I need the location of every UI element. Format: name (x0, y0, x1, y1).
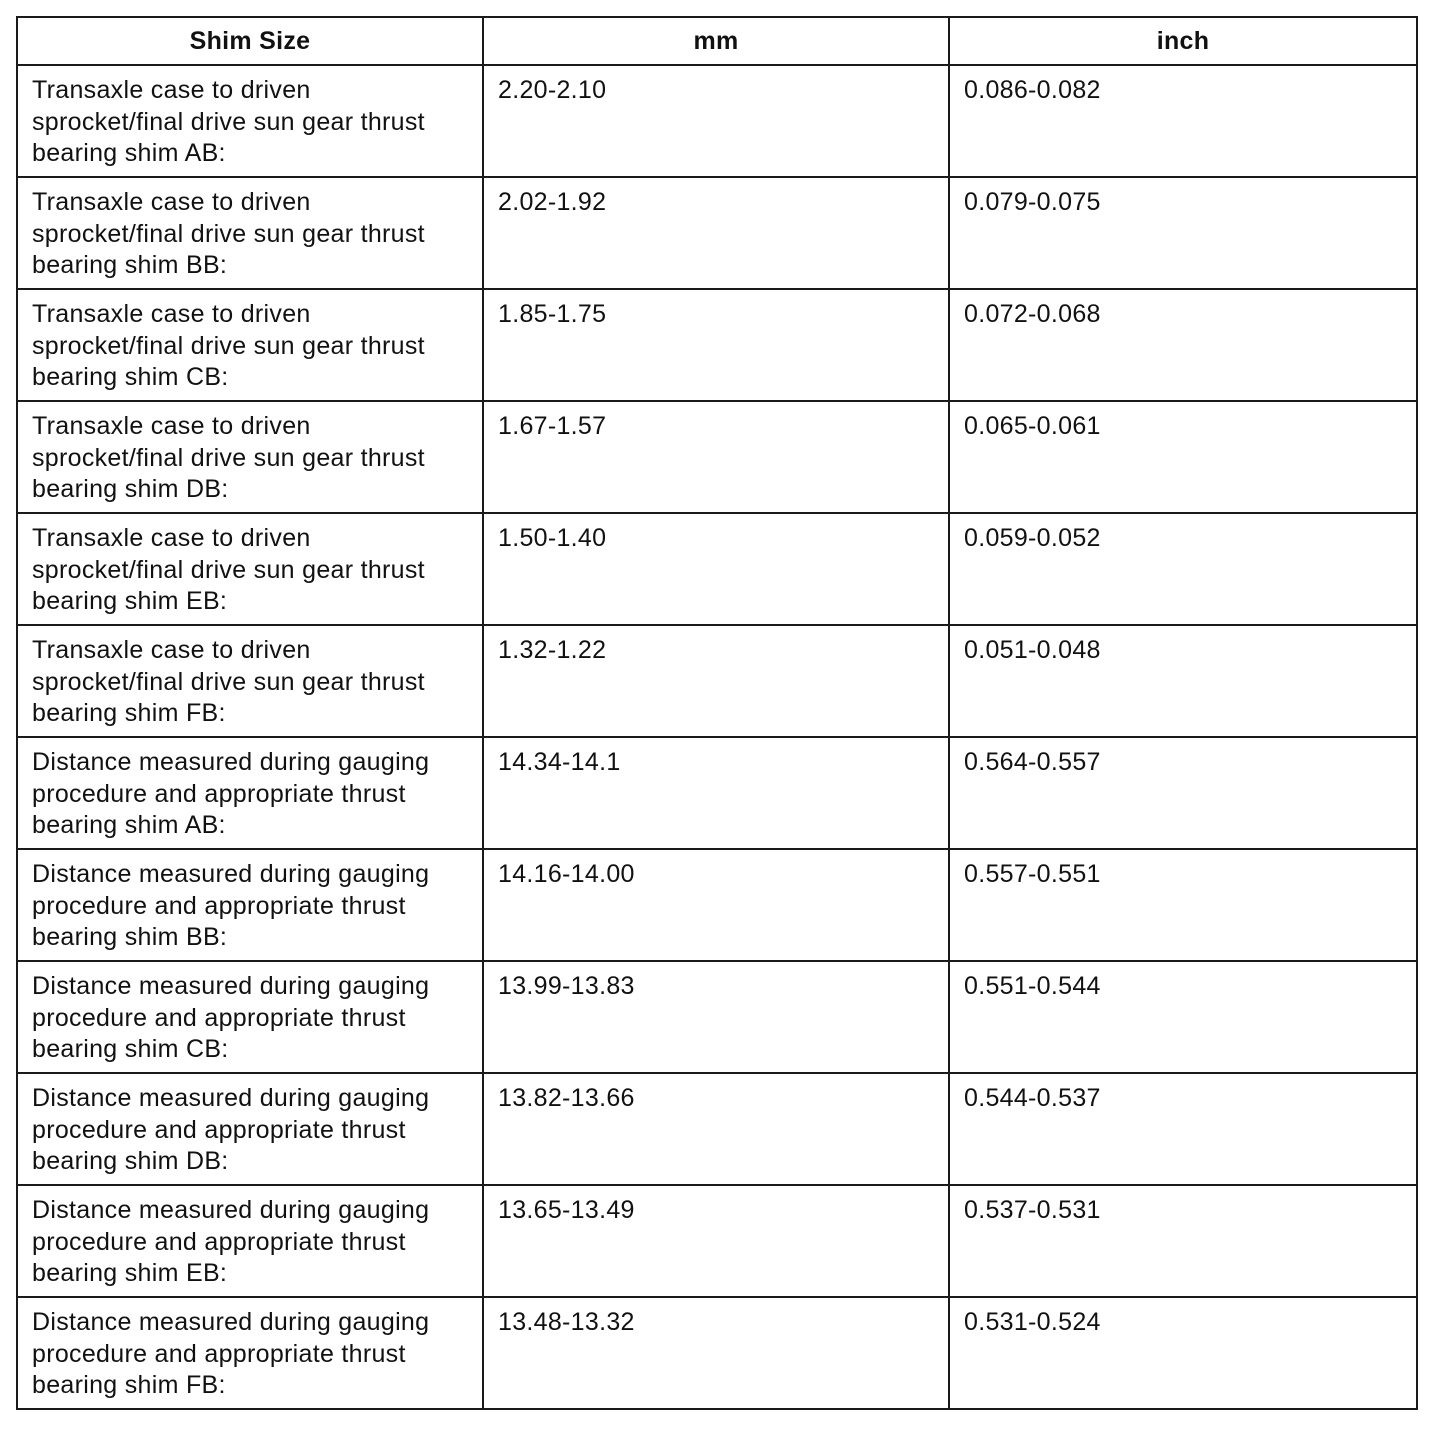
table-row (17, 625, 1417, 737)
table-row (17, 177, 1417, 289)
table-row (17, 513, 1417, 625)
table-row (17, 961, 1417, 1073)
inch-value: 0.551-0.544 (949, 961, 1417, 1073)
mm-value: 2.02-1.92 (483, 177, 949, 289)
inch-value: 0.531-0.524 (949, 1297, 1417, 1409)
shim-description: Distance measured during gauging procedure and appropriate thrust bearing shim CB: (17, 961, 483, 1073)
mm-value: 1.85-1.75 (483, 289, 949, 401)
mm-value: 13.82-13.66 (483, 1073, 949, 1185)
shim-description: Transaxle case to driven sprocket/final drive sun gear thrust bearing shim FB: (17, 625, 483, 737)
header-inch: inch (949, 17, 1417, 65)
inch-value: 0.537-0.531 (949, 1185, 1417, 1297)
inch-value: 0.065-0.061 (949, 401, 1417, 513)
shim-description: Distance measured during gauging procedure and appropriate thrust bearing shim BB: (17, 849, 483, 961)
mm-value: 13.65-13.49 (483, 1185, 949, 1297)
shim-size-table (16, 16, 1418, 1410)
header-mm: mm (483, 17, 949, 65)
mm-value: 13.48-13.32 (483, 1297, 949, 1409)
mm-value: 1.67-1.57 (483, 401, 949, 513)
table-row (17, 1297, 1417, 1409)
shim-description: Transaxle case to driven sprocket/final drive sun gear thrust bearing shim EB: (17, 513, 483, 625)
table-row (17, 737, 1417, 849)
table-row (17, 1073, 1417, 1185)
shim-description: Distance measured during gauging procedure and appropriate thrust bearing shim EB: (17, 1185, 483, 1297)
shim-description: Distance measured during gauging procedure and appropriate thrust bearing shim DB: (17, 1073, 483, 1185)
shim-description: Transaxle case to driven sprocket/final drive sun gear thrust bearing shim AB: (17, 65, 483, 177)
inch-value: 0.086-0.082 (949, 65, 1417, 177)
shim-description: Transaxle case to driven sprocket/final drive sun gear thrust bearing shim BB: (17, 177, 483, 289)
mm-value: 14.16-14.00 (483, 849, 949, 961)
table-row (17, 1185, 1417, 1297)
mm-value: 13.99-13.83 (483, 961, 949, 1073)
shim-description: Distance measured during gauging procedure and appropriate thrust bearing shim FB: (17, 1297, 483, 1409)
shim-description: Distance measured during gauging procedure and appropriate thrust bearing shim AB: (17, 737, 483, 849)
mm-value: 1.50-1.40 (483, 513, 949, 625)
mm-value: 1.32-1.22 (483, 625, 949, 737)
table-row (17, 289, 1417, 401)
inch-value: 0.072-0.068 (949, 289, 1417, 401)
shim-description: Transaxle case to driven sprocket/final drive sun gear thrust bearing shim DB: (17, 401, 483, 513)
inch-value: 0.564-0.557 (949, 737, 1417, 849)
header-shim-size: Shim Size (17, 17, 483, 65)
table-row (17, 849, 1417, 961)
inch-value: 0.557-0.551 (949, 849, 1417, 961)
inch-value: 0.051-0.048 (949, 625, 1417, 737)
inch-value: 0.544-0.537 (949, 1073, 1417, 1185)
table-header (17, 17, 1417, 65)
header-row (17, 17, 1417, 65)
shim-description: Transaxle case to driven sprocket/final drive sun gear thrust bearing shim CB: (17, 289, 483, 401)
table-row (17, 401, 1417, 513)
mm-value: 2.20-2.10 (483, 65, 949, 177)
inch-value: 0.079-0.075 (949, 177, 1417, 289)
mm-value: 14.34-14.1 (483, 737, 949, 849)
table-body (17, 65, 1417, 1409)
inch-value: 0.059-0.052 (949, 513, 1417, 625)
table-row (17, 65, 1417, 177)
